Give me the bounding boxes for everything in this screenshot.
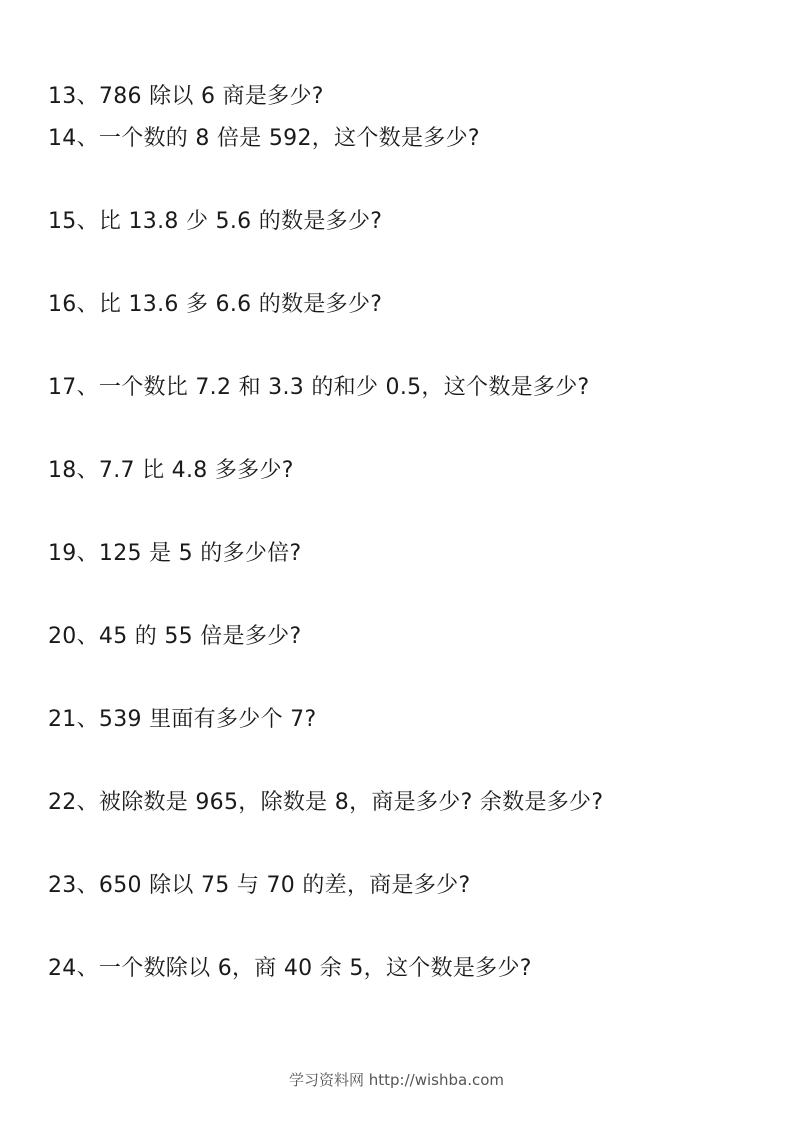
question-23: 23、650 除以 75 与 70 的差，商是多少? <box>48 873 471 898</box>
question-18: 18、7.7 比 4.8 多多少? <box>48 458 294 483</box>
question-19: 19、125 是 5 的多少倍? <box>48 541 302 566</box>
question-22: 22、被除数是 965，除数是 8，商是多少? 余数是多少? <box>48 790 604 815</box>
question-21: 21、539 里面有多少个 7? <box>48 707 317 732</box>
question-20: 20、45 的 55 倍是多少? <box>48 624 302 649</box>
question-16: 16、比 13.6 多 6.6 的数是多少? <box>48 292 383 317</box>
question-13: 13、786 除以 6 商是多少? <box>48 84 324 109</box>
question-24: 24、一个数除以 6，商 40 余 5，这个数是多少? <box>48 956 532 981</box>
footer-watermark: 学习资料网 http://wishba.com <box>289 1071 504 1089</box>
question-14: 14、一个数的 8 倍是 592，这个数是多少? <box>48 126 480 151</box>
question-17: 17、一个数比 7.2 和 3.3 的和少 0.5，这个数是多少? <box>48 375 590 400</box>
question-15: 15、比 13.8 少 5.6 的数是多少? <box>48 209 383 234</box>
